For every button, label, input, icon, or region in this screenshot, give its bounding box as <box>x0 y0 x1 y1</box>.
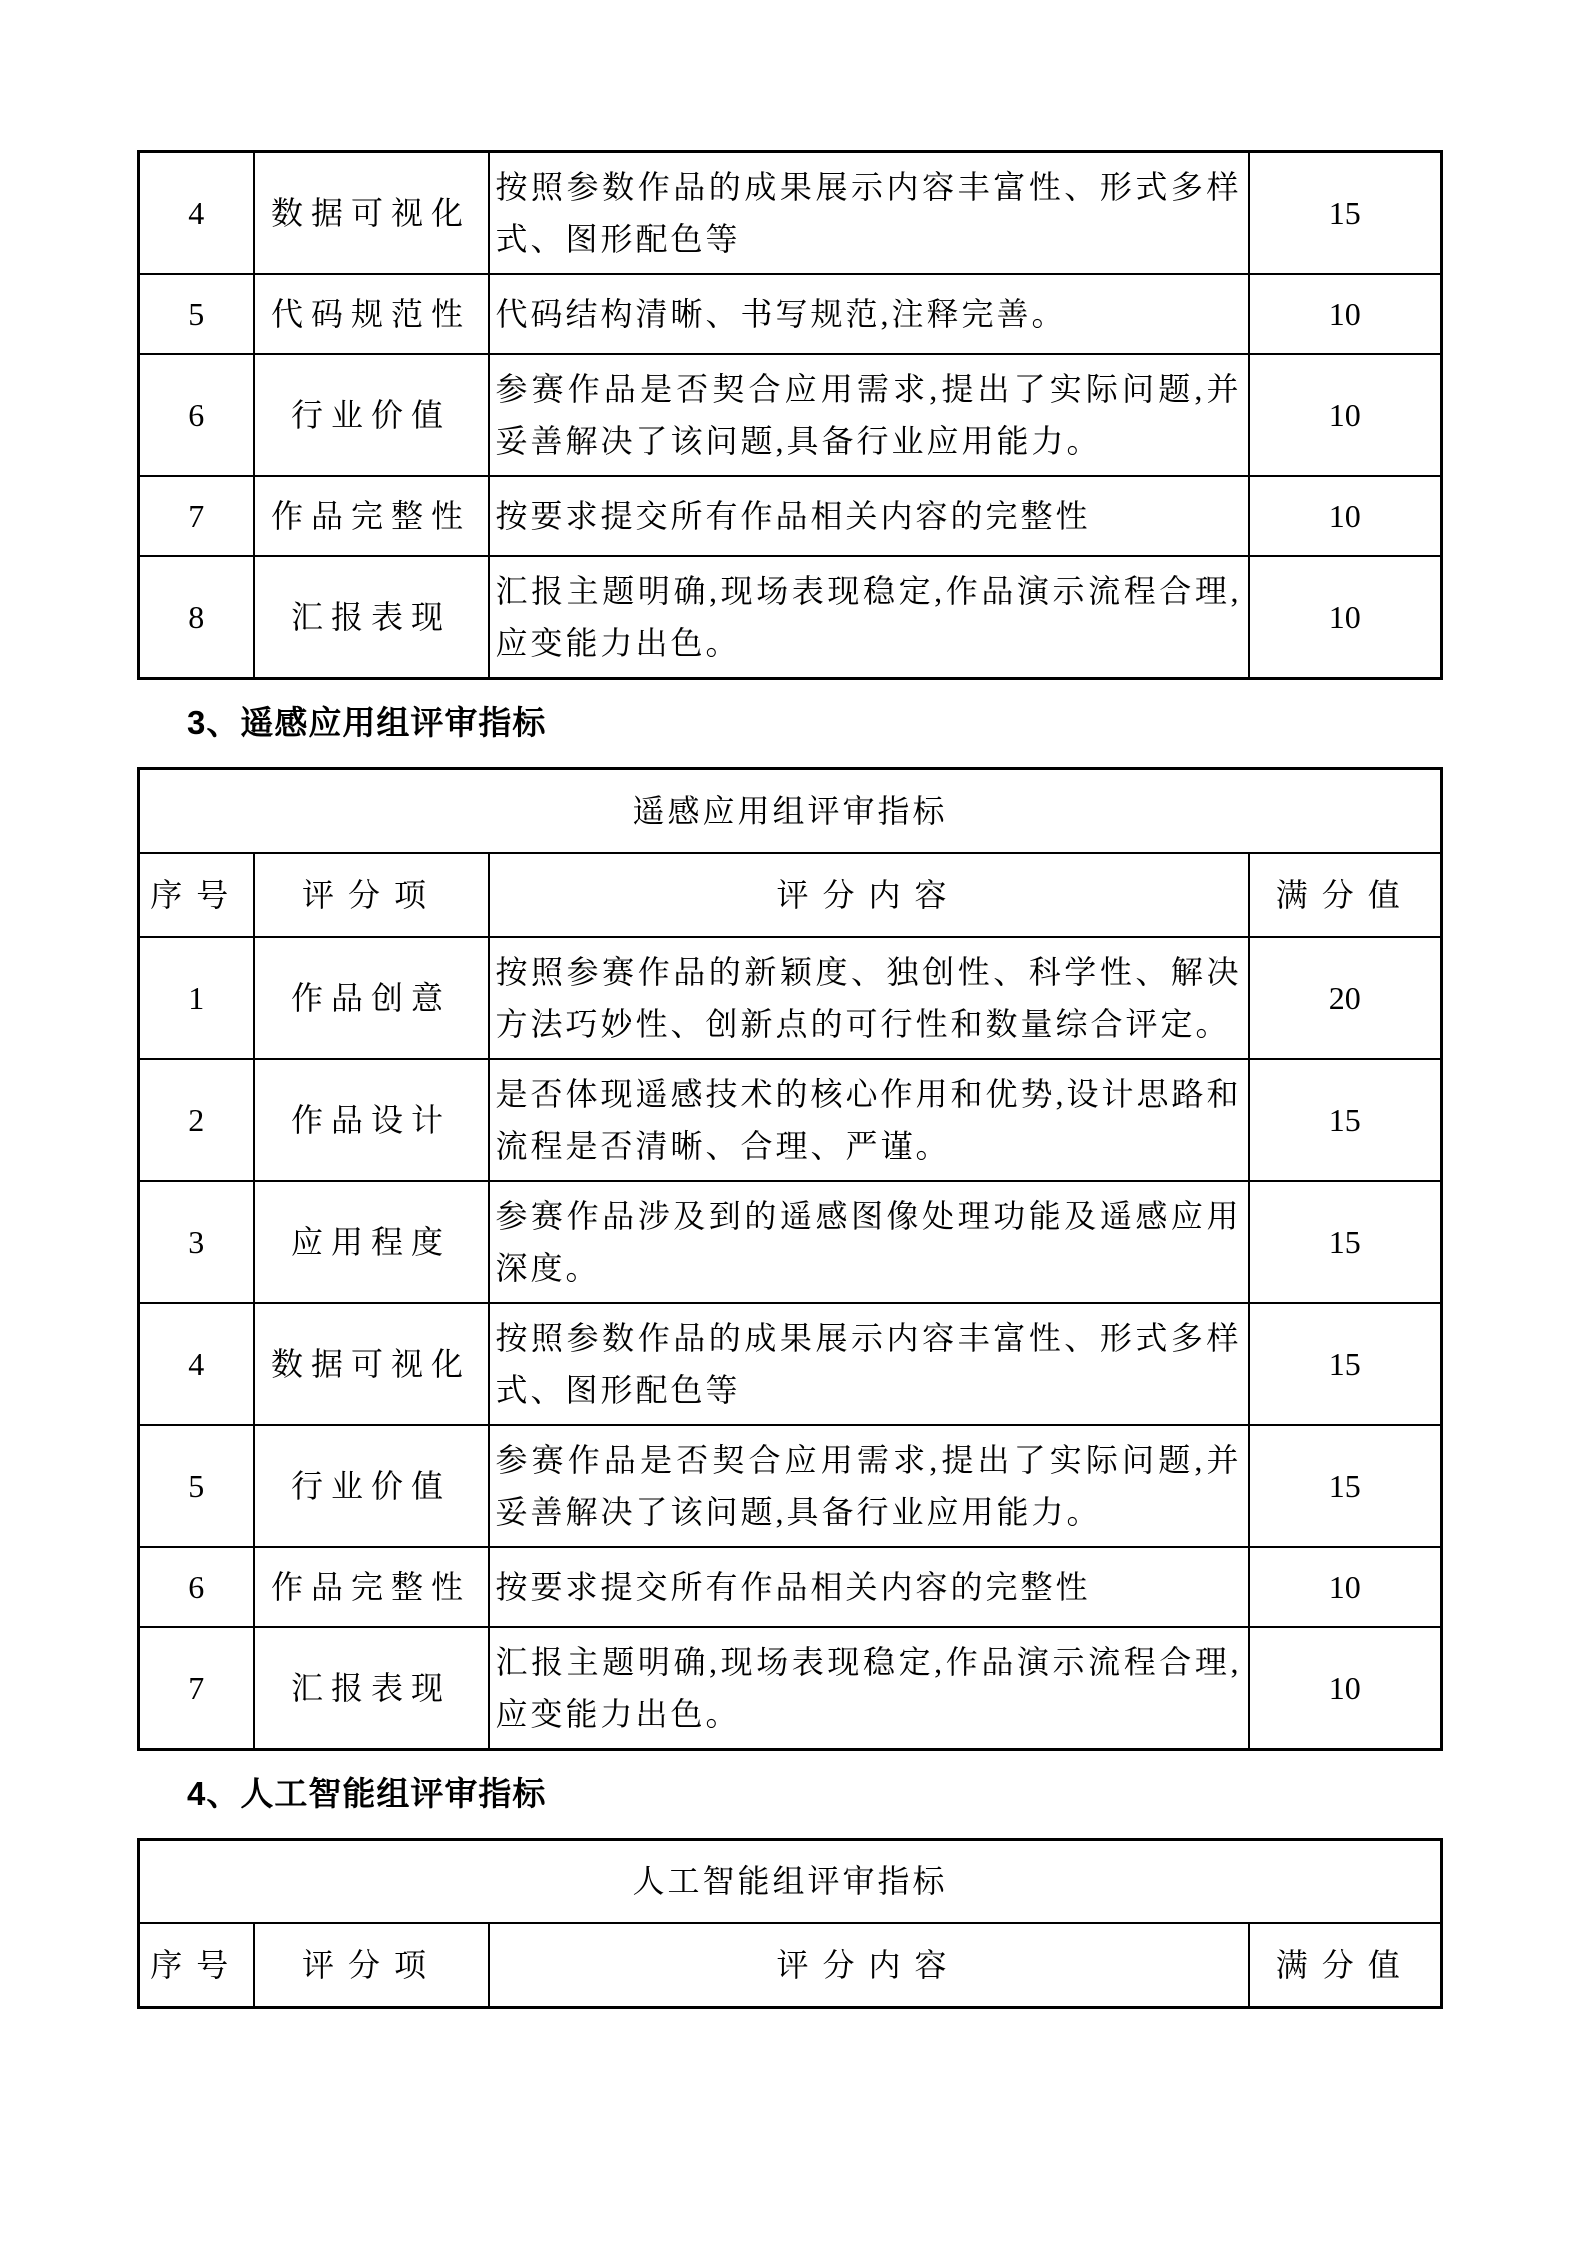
max-score: 15 <box>1249 1425 1442 1547</box>
table-row <box>139 152 1442 275</box>
scoring-content: 汇报主题明确,现场表现稳定,作品演示流程合理,应变能力出色。 <box>489 556 1249 679</box>
row-number: 3 <box>139 1181 254 1303</box>
table-row <box>139 1425 1442 1547</box>
row-number: 7 <box>139 1627 254 1750</box>
max-score: 15 <box>1249 152 1442 275</box>
table-row <box>139 556 1442 679</box>
scoring-item: 数据可视化 <box>254 1303 489 1425</box>
scoring-item: 行业价值 <box>254 1425 489 1547</box>
max-score: 10 <box>1249 274 1442 354</box>
section-4-heading: 4、人工智能组评审指标 <box>187 1774 547 1812</box>
table-header-row <box>139 1923 1442 2007</box>
column-header-score: 满分值 <box>1249 853 1442 937</box>
row-number: 6 <box>139 1547 254 1627</box>
scoring-content: 参赛作品涉及到的遥感图像处理功能及遥感应用深度。 <box>489 1181 1249 1303</box>
scoring-content: 汇报主题明确,现场表现稳定,作品演示流程合理,应变能力出色。 <box>489 1627 1249 1750</box>
table-row <box>139 1059 1442 1181</box>
row-number: 5 <box>139 274 254 354</box>
row-number: 4 <box>139 152 254 275</box>
scoring-content: 按要求提交所有作品相关内容的完整性 <box>489 1547 1249 1627</box>
table-title-row <box>139 1839 1442 1923</box>
scoring-item: 作品完整性 <box>254 1547 489 1627</box>
remote-sensing-table <box>137 767 1443 1751</box>
row-number: 8 <box>139 556 254 679</box>
column-header-item: 评分项 <box>254 1923 489 2007</box>
column-header-content: 评分内容 <box>489 853 1249 937</box>
scoring-item: 作品创意 <box>254 937 489 1059</box>
scoring-item: 应用程度 <box>254 1181 489 1303</box>
table-header-row <box>139 853 1442 937</box>
max-score: 20 <box>1249 937 1442 1059</box>
scoring-content: 按照参数作品的成果展示内容丰富性、形式多样式、图形配色等 <box>489 1303 1249 1425</box>
scoring-content: 代码结构清晰、书写规范,注释完善。 <box>489 274 1249 354</box>
scoring-content: 按照参数作品的成果展示内容丰富性、形式多样式、图形配色等 <box>489 152 1249 275</box>
table-row <box>139 1627 1442 1750</box>
max-score: 10 <box>1249 476 1442 556</box>
row-number: 4 <box>139 1303 254 1425</box>
column-header-score: 满分值 <box>1249 1923 1442 2007</box>
table-row <box>139 1547 1442 1627</box>
section-3-heading: 3、遥感应用组评审指标 <box>187 704 547 741</box>
table-title: 遥感应用组评审指标 <box>139 769 1442 853</box>
max-score: 15 <box>1249 1059 1442 1181</box>
scoring-item: 作品完整性 <box>254 476 489 556</box>
scoring-content: 按要求提交所有作品相关内容的完整性 <box>489 476 1249 556</box>
max-score: 10 <box>1249 354 1442 476</box>
table-row <box>139 1303 1442 1425</box>
column-header-no: 序号 <box>139 1923 254 2007</box>
table-row <box>139 1181 1442 1303</box>
scoring-item: 作品设计 <box>254 1059 489 1181</box>
scoring-item: 数据可视化 <box>254 152 489 275</box>
max-score: 10 <box>1249 1627 1442 1750</box>
scoring-content: 参赛作品是否契合应用需求,提出了实际问题,并妥善解决了该问题,具备行业应用能力。 <box>489 1425 1249 1547</box>
column-header-item: 评分项 <box>254 853 489 937</box>
max-score: 10 <box>1249 556 1442 679</box>
max-score: 15 <box>1249 1303 1442 1425</box>
scoring-content: 参赛作品是否契合应用需求,提出了实际问题,并妥善解决了该问题,具备行业应用能力。 <box>489 354 1249 476</box>
scoring-item: 汇报表现 <box>254 1627 489 1750</box>
scoring-item: 代码规范性 <box>254 274 489 354</box>
ai-table <box>137 1838 1443 2009</box>
row-number: 2 <box>139 1059 254 1181</box>
row-number: 6 <box>139 354 254 476</box>
table-title-row <box>139 769 1442 853</box>
table-row <box>139 937 1442 1059</box>
table-row <box>139 476 1442 556</box>
max-score: 15 <box>1249 1181 1442 1303</box>
table-title: 人工智能组评审指标 <box>139 1839 1442 1923</box>
scoring-item: 行业价值 <box>254 354 489 476</box>
column-header-content: 评分内容 <box>489 1923 1249 2007</box>
scoring-item: 汇报表现 <box>254 556 489 679</box>
scoring-content: 是否体现遥感技术的核心作用和优势,设计思路和流程是否清晰、合理、严谨。 <box>489 1059 1249 1181</box>
table-row <box>139 274 1442 354</box>
column-header-no: 序号 <box>139 853 254 937</box>
row-number: 7 <box>139 476 254 556</box>
row-number: 5 <box>139 1425 254 1547</box>
code-group-table-continuation <box>137 150 1443 680</box>
max-score: 10 <box>1249 1547 1442 1627</box>
row-number: 1 <box>139 937 254 1059</box>
scoring-content: 按照参赛作品的新颖度、独创性、科学性、解决方法巧妙性、创新点的可行性和数量综合评定。 <box>489 937 1249 1059</box>
table-row <box>139 354 1442 476</box>
